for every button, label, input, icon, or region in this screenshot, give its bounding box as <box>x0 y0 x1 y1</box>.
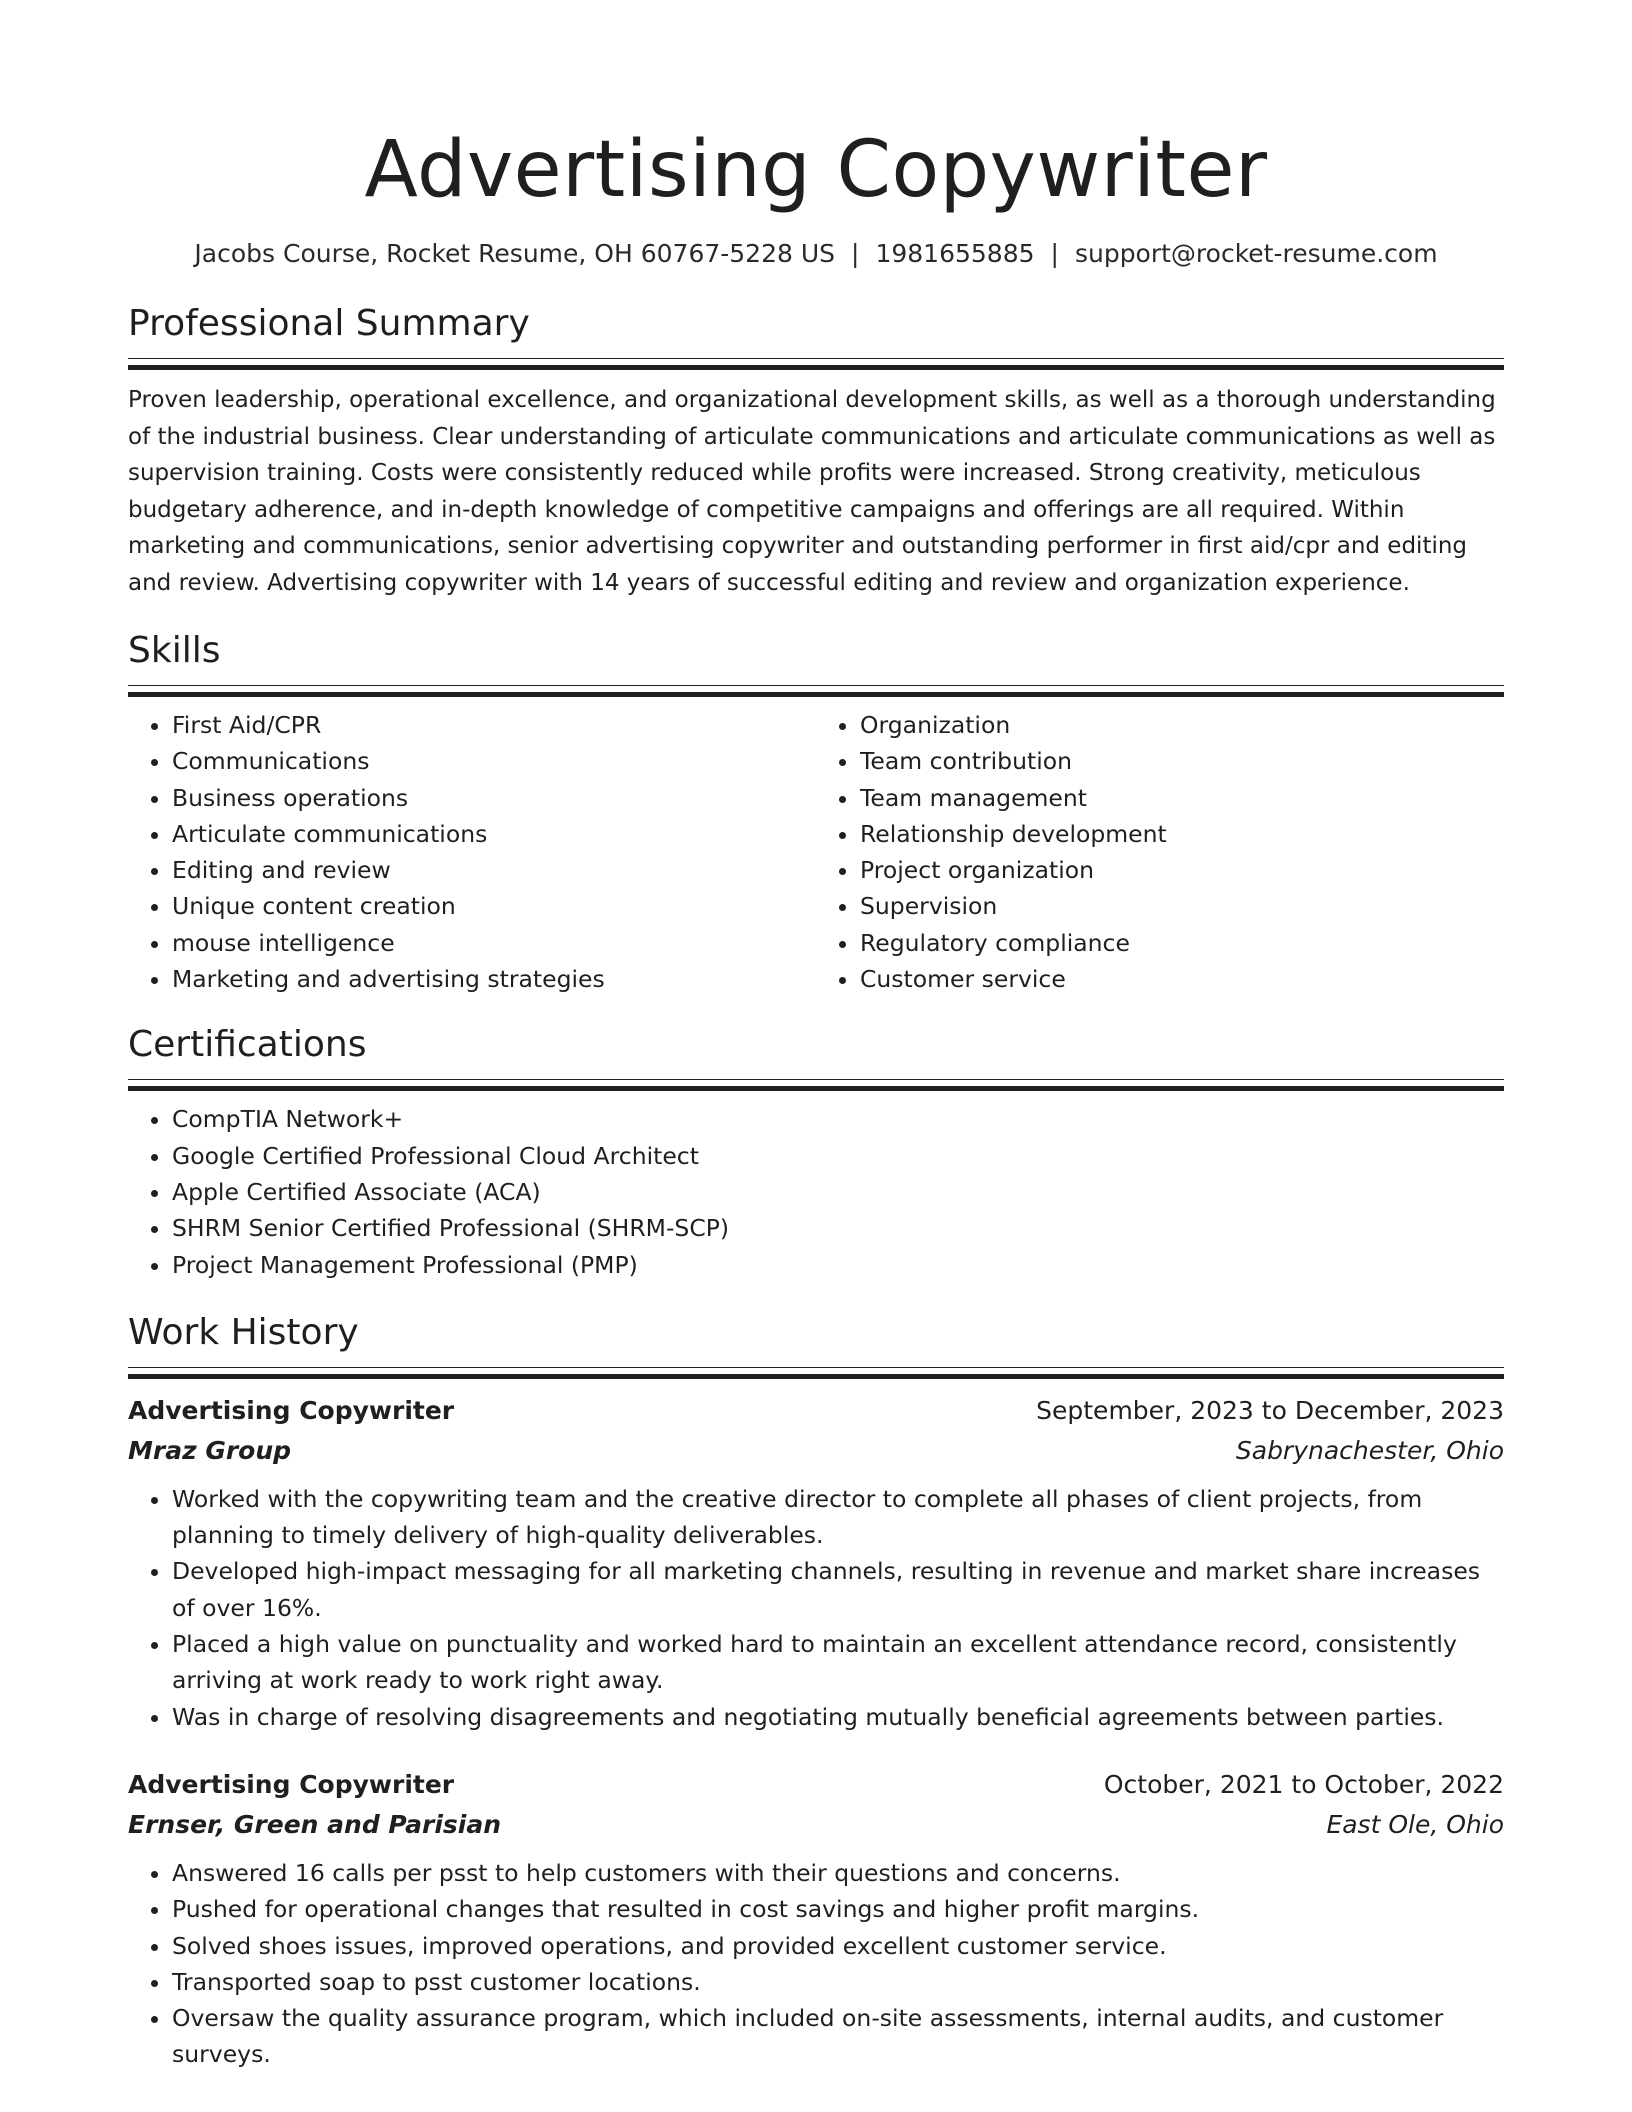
job-header <box>128 1765 1504 1805</box>
job-title: Advertising Copywriter <box>128 1769 455 1799</box>
job-title: Advertising Copywriter <box>128 1395 455 1425</box>
list-item: • Google Certified Professional Cloud Architect <box>172 1138 1504 1174</box>
list-item: • Answered 16 calls per psst to help customers with their questions and concerns. <box>172 1855 1504 1891</box>
section-rule <box>128 685 1504 697</box>
summary-text: Proven leadership, operational excellence, and organizational development skills, as well as a thorough understanding of the industrial business. Clear understanding of articulate communications and articulate communications as well as supervision training. Costs were consistently reduced while profits were increased. Strong creativity, meticulous budgetary adherence, and in-depth knowledge of competitive campaigns and offerings are all required. Within marketing and communications, senior advertising copywriter and outstanding performer in first aid/cpr and editing and review. Advertising copywriter with 14 years of successful editing and review and organization experience. <box>128 387 1496 596</box>
list-item: • Was in charge of resolving disagreements and negotiating mutually beneficial agreements between parties. <box>172 1699 1504 1735</box>
company-name: Ernser, Green and Parisian <box>128 1809 502 1839</box>
company-name: Mraz Group <box>128 1435 292 1465</box>
job-location: East Ole, Ohio <box>1326 1809 1504 1839</box>
job-subheader <box>128 1805 1504 1845</box>
list-item: • Team management <box>860 780 1504 816</box>
list-item: • Supervision <box>860 888 1504 924</box>
skills-section <box>128 627 1504 997</box>
email: support@rocket-resume.com <box>1074 239 1438 268</box>
work-history-section <box>128 1309 1504 2073</box>
list-item: • First Aid/CPR <box>172 707 816 743</box>
section-title-certifications: Certifications <box>128 1024 367 1066</box>
skills-columns <box>128 707 1504 997</box>
list-item: • Pushed for operational changes that resulted in cost savings and higher profit margins. <box>172 1891 1504 1927</box>
candidate-name: Advertising Copywriter <box>364 125 1268 215</box>
phone: 1981655885 <box>875 239 1035 268</box>
contact-separator: | <box>1050 239 1059 268</box>
list-item: • Project organization <box>860 852 1504 888</box>
summary-section <box>128 300 1504 601</box>
skills-list-left <box>128 707 816 997</box>
section-rule <box>128 1079 1504 1091</box>
list-item: • Transported soap to psst customer locations. <box>172 1964 1504 2000</box>
list-item: • Relationship development <box>860 816 1504 852</box>
list-item: • Apple Certified Associate (ACA) <box>172 1174 1504 1210</box>
job-header <box>128 1391 1504 1431</box>
list-item: • Solved shoes issues, improved operations, and provided excellent customer service. <box>172 1928 1504 1964</box>
job-location: Sabrynachester, Ohio <box>1235 1435 1504 1465</box>
list-item: • Unique content creation <box>172 888 816 924</box>
job-subheader <box>128 1431 1504 1471</box>
list-item: • Worked with the copywriting team and the creative director to complete all phases of client projects, from planning to timely delivery of high-quality deliverables. <box>172 1481 1504 1554</box>
job-entry <box>128 1391 1504 1735</box>
list-item: • Organization <box>860 707 1504 743</box>
list-item: • CompTIA Network+ <box>172 1101 1504 1137</box>
section-title-skills: Skills <box>128 630 221 671</box>
list-item: • Business operations <box>172 780 816 816</box>
section-rule <box>128 1367 1504 1379</box>
job-dates: October, 2021 to October, 2022 <box>1103 1769 1504 1799</box>
list-item: • Marketing and advertising strategies <box>172 961 816 997</box>
list-item: • Project Management Professional (PMP) <box>172 1247 1504 1283</box>
section-title-summary: Professional Summary <box>128 303 530 344</box>
list-item: • Regulatory compliance <box>860 925 1504 961</box>
list-item: • Editing and review <box>172 852 816 888</box>
section-title-work-history: Work History <box>128 1311 359 1353</box>
certifications-section <box>128 1021 1504 1282</box>
list-item: • SHRM Senior Certified Professional (SHRM-SCP) <box>172 1210 1504 1246</box>
list-item: • Communications <box>172 743 816 779</box>
job-bullets <box>128 1481 1504 1735</box>
list-item: • Customer service <box>860 961 1504 997</box>
list-item: • Developed high-impact messaging for all marketing channels, resulting in revenue and market share increases of over 16%. <box>172 1553 1504 1626</box>
contact-line <box>128 236 1504 272</box>
section-rule <box>128 358 1504 370</box>
contact-separator: | <box>851 239 860 268</box>
job-bullets <box>128 1855 1504 2073</box>
certifications-list <box>128 1101 1504 1282</box>
skills-list-right <box>816 707 1504 997</box>
address: Jacobs Course, Rocket Resume, OH 60767-5228 US <box>194 239 836 268</box>
list-item: • mouse intelligence <box>172 925 816 961</box>
resume-content <box>128 118 1504 2073</box>
list-item: • Team contribution <box>860 743 1504 779</box>
job-entry <box>128 1765 1504 2073</box>
list-item: • Oversaw the quality assurance program, which included on-site assessments, internal audits, and customer surveys. <box>172 2000 1504 2073</box>
list-item: • Articulate communications <box>172 816 816 852</box>
job-dates: September, 2023 to December, 2023 <box>1036 1395 1504 1425</box>
list-item: • Placed a high value on punctuality and worked hard to maintain an excellent attendance record, consistently arriving at work ready to work right away. <box>172 1626 1504 1699</box>
